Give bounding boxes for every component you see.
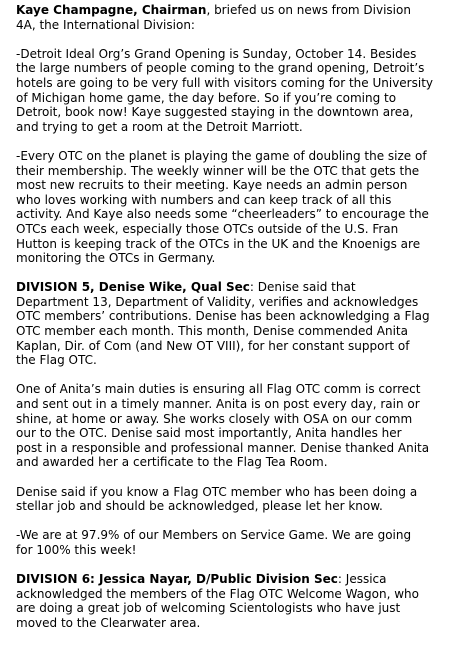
heading-kaye-champagne: Kaye Champagne, Chairman <box>16 3 207 17</box>
paragraph-acknowledge-member <box>16 485 444 514</box>
paragraph-detroit-grand-opening <box>16 47 444 135</box>
paragraph-text: Denise said if you know a Flag OTC member who has been doing a stellar job and should be acknowledged, please let her know. <box>16 484 418 514</box>
paragraph-text: , briefed us on news from Division 4A, the International Division: <box>16 3 411 32</box>
paragraph-text: -Every OTC on the planet is playing the game of doubling the size of their membership. The weekly winner will be the OTC that gets the most new recruits to their meeting. Kaye needs an admin person who loves working with numbers and can keep track of all this activity. And Kaye also needs some “cheerleaders” to encourage the OTCs each week, especially those OTCs outside of the U.S. Fran Hutton is keeping track of the OTCs in the UK and the Knoenigs are monitoring the OTCs in Germany. <box>16 148 429 266</box>
paragraph-division-6 <box>16 572 444 630</box>
paragraph-text: -We are at 97.9% of our Members on Service Game. We are going for 100% this week! <box>16 528 412 557</box>
heading-jessica-nayar: DIVISION 6: Jessica Nayar, D/Public Division Sec <box>16 572 338 587</box>
document-page <box>16 3 444 645</box>
paragraph-members-on-service <box>16 528 444 557</box>
paragraph-otc-membership <box>16 149 444 266</box>
heading-denise-wike: DIVISION 5, Denise Wike, Qual Sec <box>16 280 250 295</box>
paragraph-anita-duties <box>16 382 444 470</box>
paragraph-division-5 <box>16 280 444 368</box>
paragraph-text: One of Anita’s main duties is ensuring all Flag OTC comm is correct and sent out in a timely manner. Anita is on post every day, rain or shine, at home or away. She works closely with OSA on our comm our to the OTC. Denise said most importantly, Anita handles her post in a responsible and professional manner. Denise thanked Anita and awarded her a certificate to the Flag Tea Room. <box>16 382 430 470</box>
paragraph-text: : Jessica acknowledged the members of the Flag OTC Welcome Wagon, who are doing a great job of welcoming Scientologists who have just moved to the Clearwater area. <box>16 572 419 630</box>
paragraph-division-4a <box>16 3 444 32</box>
paragraph-text: -Detroit Ideal Org’s Grand Opening is Sunday, October 14. Besides the large numbers of people coming to the grand opening, Detroit’s hotels are going to be very full with visitors coming for the University of Michigan home game, the day before. So if you’re coming to Detroit, book now! Kaye suggested staying in the downtown area, and trying to get a room at the Detroit Marriott. <box>16 46 434 134</box>
paragraph-text: : Denise said that Department 13, Department of Validity, verifies and acknowledges OTC members’ contributions. Denise has been acknowledging a Flag OTC member each month. This month, Denise commended Anita Kaplan, Dir. of Com (and New OT VIII), for her constant support of the Flag OTC. <box>16 280 430 368</box>
